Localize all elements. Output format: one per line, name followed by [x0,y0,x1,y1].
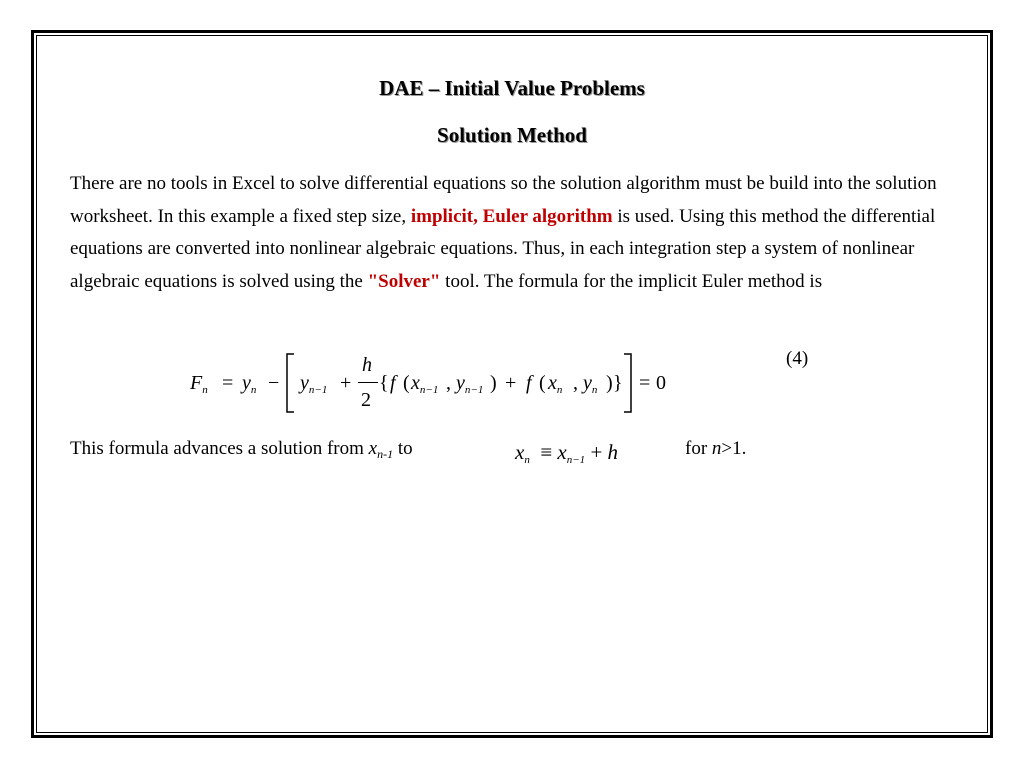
eq-rbrace: } [613,372,623,394]
highlight-solver: "Solver" [367,270,441,292]
body-paragraph [70,168,970,298]
advance-text-1: This formula advances a solution from [70,438,369,459]
condition-text [685,438,746,460]
right-bracket-icon [622,352,634,414]
eq-y2: y [300,372,309,394]
eq-comma1: , [446,372,451,394]
slide-title: DAE – Initial Value Problems [379,76,645,100]
for-n: n [711,438,722,459]
eq-y: y [242,372,251,394]
step-h: h [607,440,619,464]
eq-lp1: ( [403,372,410,394]
eq-rp1: ) [490,372,497,394]
eq-zero: 0 [656,372,666,394]
step-x: x [515,440,525,464]
eq-y-sub: n [250,384,257,396]
eq-h: h [362,354,372,376]
advance-x-sub: n-1 [377,447,394,461]
eq-equals-2: = [639,372,651,394]
eq-minus: − [268,372,280,394]
eq-f2: f [526,372,532,394]
para-text-3: tool. The formula for the implicit Euler method is [440,270,823,292]
para-text-1: There are no tools in Excel to solve differential equations so the solution algorithm must be build into the solution worksheet. In this example a fixed step size, [70,173,937,227]
eq-plus-2: + [505,372,517,394]
eq-F-sub: n [202,384,208,396]
eq-x1: x [411,372,420,394]
eq-y4-sub: n [591,384,598,396]
fraction-bar [358,382,378,383]
step-x-sub: n [524,454,530,466]
step-x2-sub: n−1 [566,454,586,466]
eq-lbrace: { [379,372,389,394]
eq-lp2: ( [539,372,546,394]
step-x2: x [557,440,567,464]
eq-comma2: , [573,372,578,394]
eq-plus-1: + [340,372,352,394]
eq-two: 2 [361,389,371,411]
eq-x2-sub: n [556,384,563,396]
eq-rp2: ) [606,372,613,394]
advance-sentence [70,438,413,462]
eq-equals-1: = [222,372,234,394]
eq-y3: y [456,372,465,394]
eq-F: F [190,372,203,394]
equation-number: (4) [786,348,809,369]
for-text-1: for [685,438,712,459]
eq-y3-sub: n−1 [464,384,484,396]
eq-y2-sub: n−1 [308,384,328,396]
para-text-2: is used. Using this method the differential equations are converted into nonlinear algebraic equations. Thus, in each integration step a system of nonlinear algebraic equations is solved using the [70,205,936,292]
advance-x: x [368,438,378,459]
eq-y4: y [583,372,592,394]
step-equiv: ≡ [540,440,553,464]
eq-x1-sub: n−1 [419,384,439,396]
highlight-implicit-euler: implicit, Euler algorithm [410,205,613,227]
advance-text-2: to [393,438,413,459]
slide-subtitle: Solution Method [437,123,587,147]
left-bracket-icon [284,352,296,414]
eq-f1: f [390,372,396,394]
for-text-2: >1. [721,438,747,459]
step-equation [515,440,618,466]
step-plus: + [590,440,603,464]
eq-x2: x [548,372,557,394]
